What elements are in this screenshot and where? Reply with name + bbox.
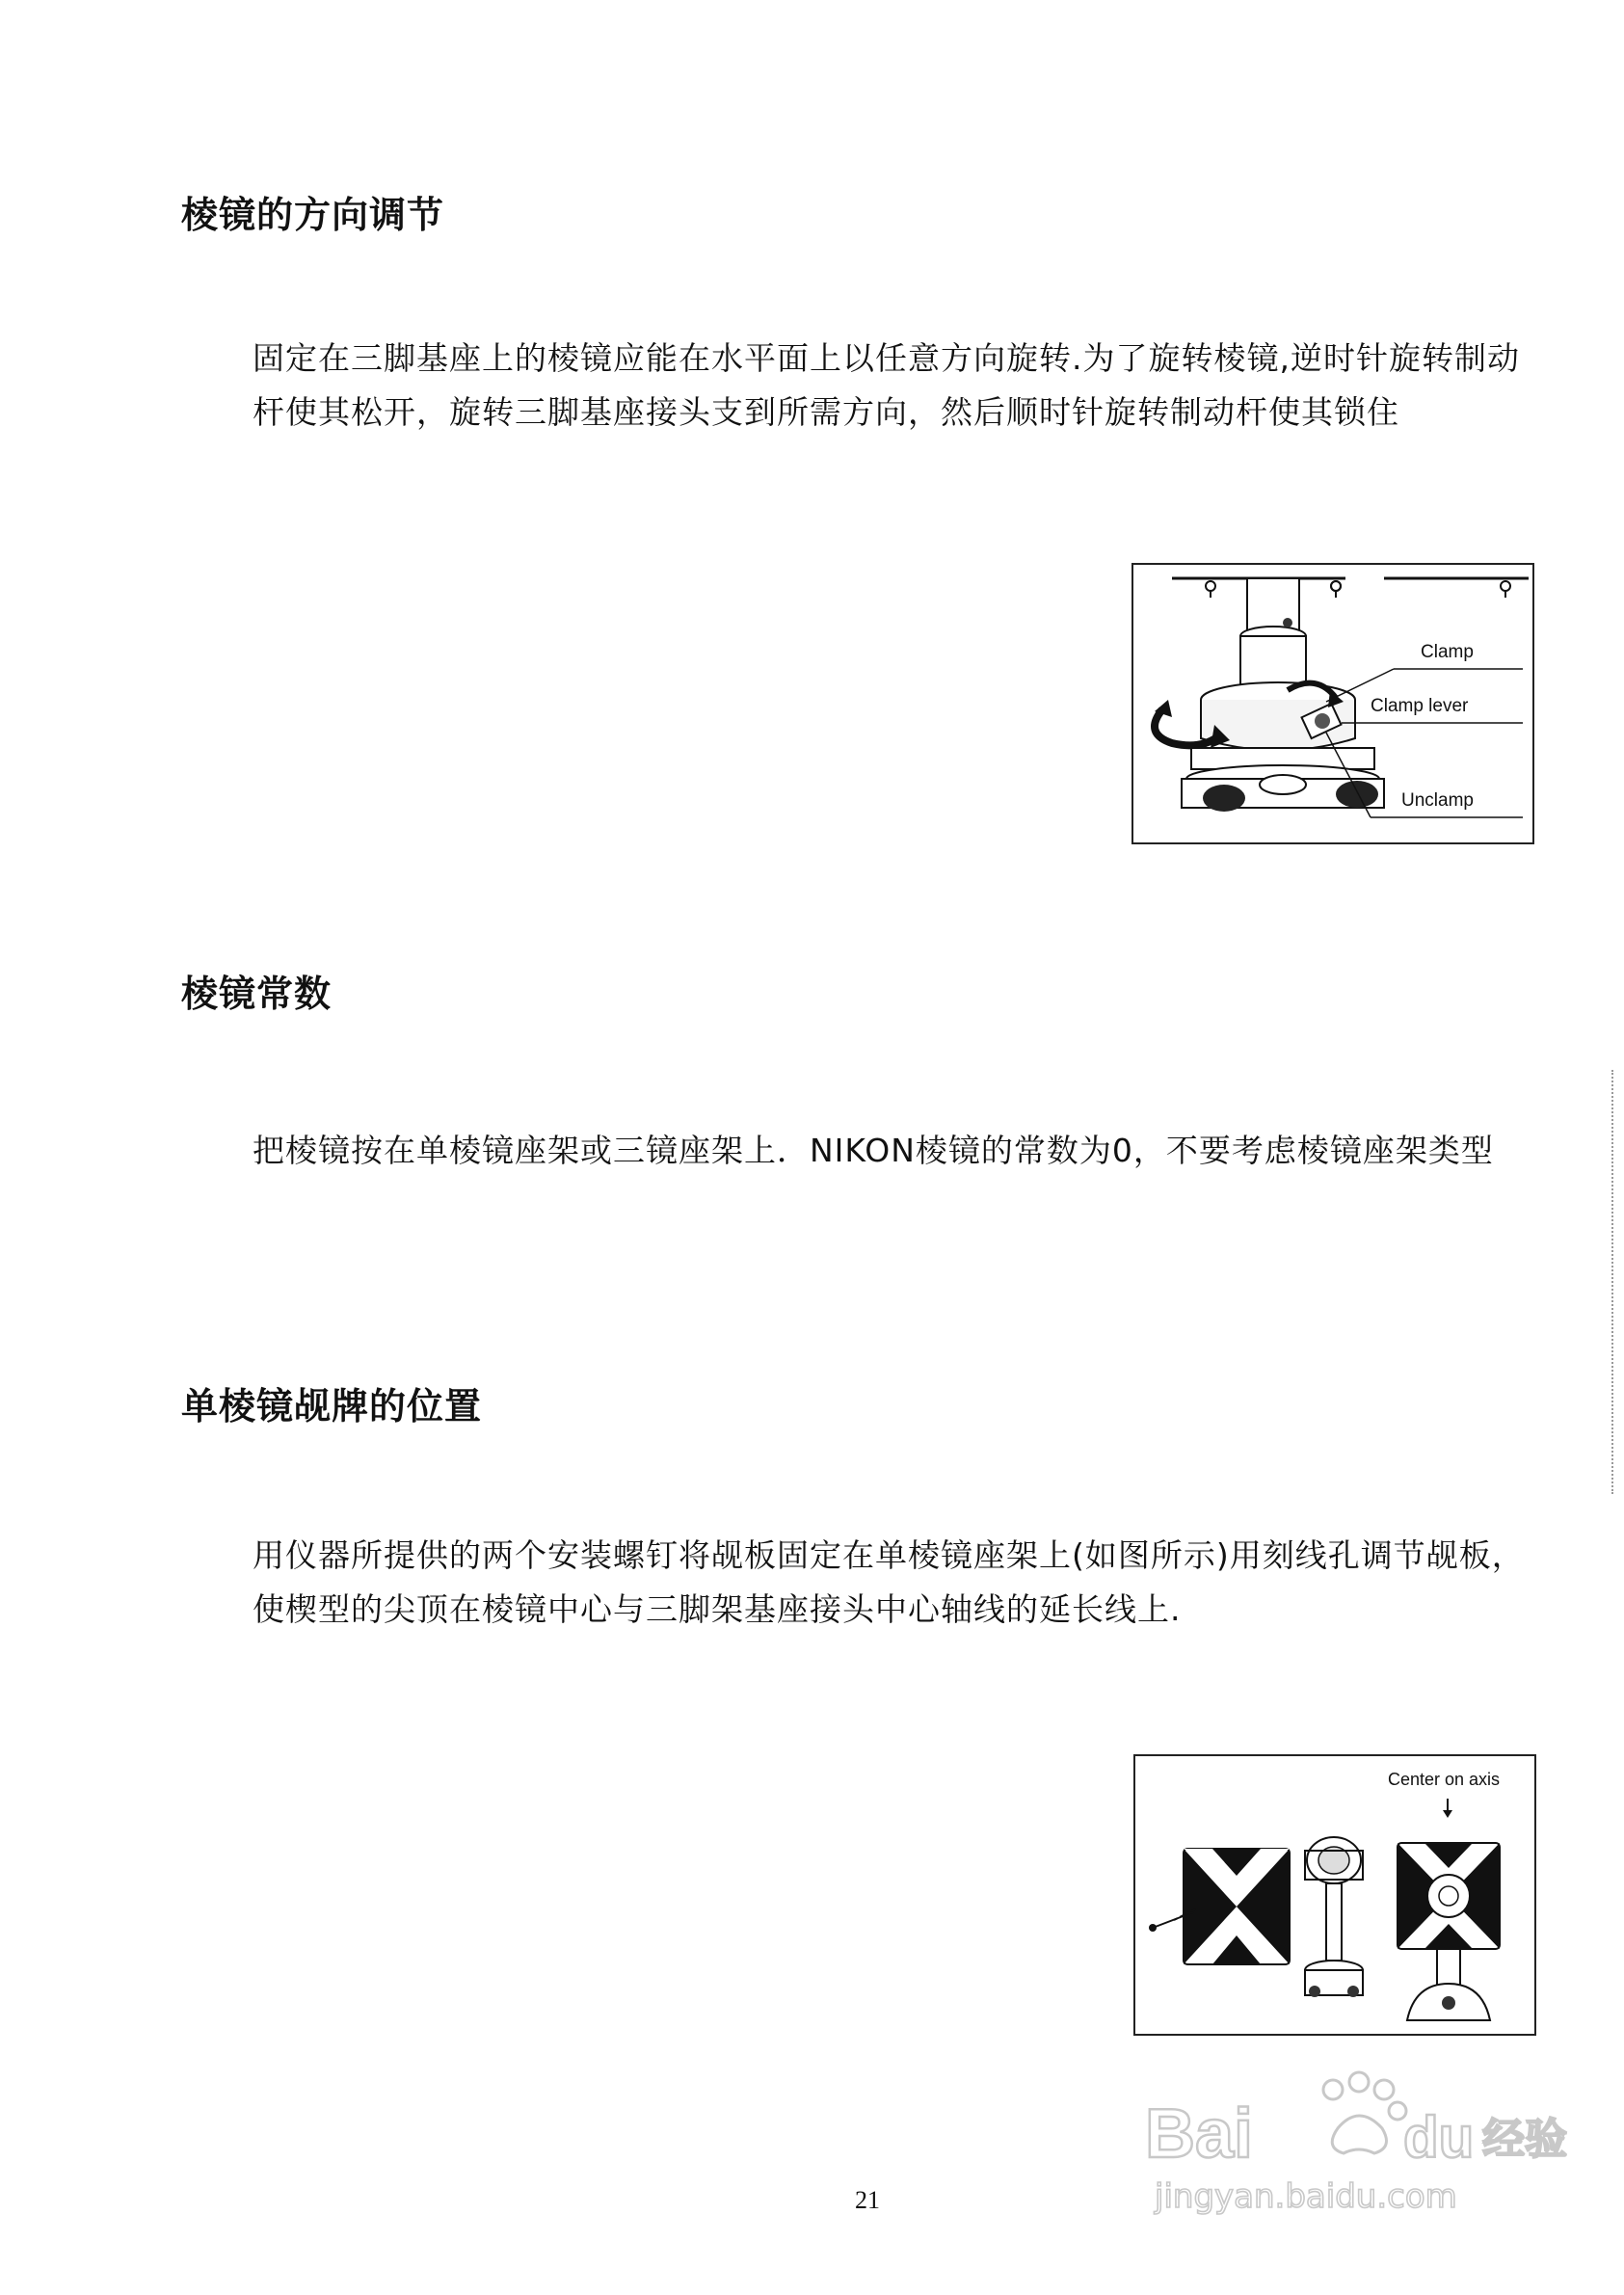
target-plate-illustration — [1135, 1756, 1534, 2034]
paragraph-target-position: 用仪器所提供的两个安装螺钉将觇板固定在单棱镜座架上(如图所示)用刻线孔调节觇板，使楔型的尖顶在棱镜中心与三脚架基座接头中心轴线的延长线上. — [253, 1536, 1525, 1628]
paragraph-prism-constant: 把棱镜按在单棱镜座架或三镜座架上．NIKON棱镜的常数为0，不要考虑棱镜座架类型 — [253, 1132, 1494, 1169]
svg-text:经验: 经验 — [1482, 2115, 1567, 2164]
page-number: 21 — [855, 2186, 880, 2214]
label-clamp: Clamp — [1421, 642, 1474, 662]
paragraph-prism-orientation: 固定在三脚基座上的棱镜应能在水平面上以任意方向旋转.为了旋转棱镜,逆时针旋转制动杆使其松开，旋转三脚基座接头支到所需方向，然后顺时针旋转制动杆使其锁住 — [253, 339, 1520, 431]
heading-prism-orientation: 棱镜的方向调节 — [181, 194, 445, 236]
svg-text:Bai: Bai — [1145, 2095, 1254, 2173]
svg-text:du: du — [1403, 2105, 1475, 2170]
watermark-url: jingyan.baidu.com — [1155, 2177, 1457, 2216]
label-clamp-lever: Clamp lever — [1371, 696, 1469, 716]
baidu-watermark — [1145, 2053, 1569, 2217]
heading-target-position: 单棱镜觇牌的位置 — [181, 1385, 483, 1428]
figure-target-plate — [1133, 1754, 1536, 2036]
figure-tribrach-clamp — [1131, 563, 1534, 844]
scan-edge-mark — [1611, 1070, 1615, 1494]
heading-prism-constant: 棱镜常数 — [181, 973, 333, 1015]
label-unclamp: Unclamp — [1401, 790, 1474, 811]
label-center-on-axis: Center on axis — [1388, 1770, 1501, 1789]
